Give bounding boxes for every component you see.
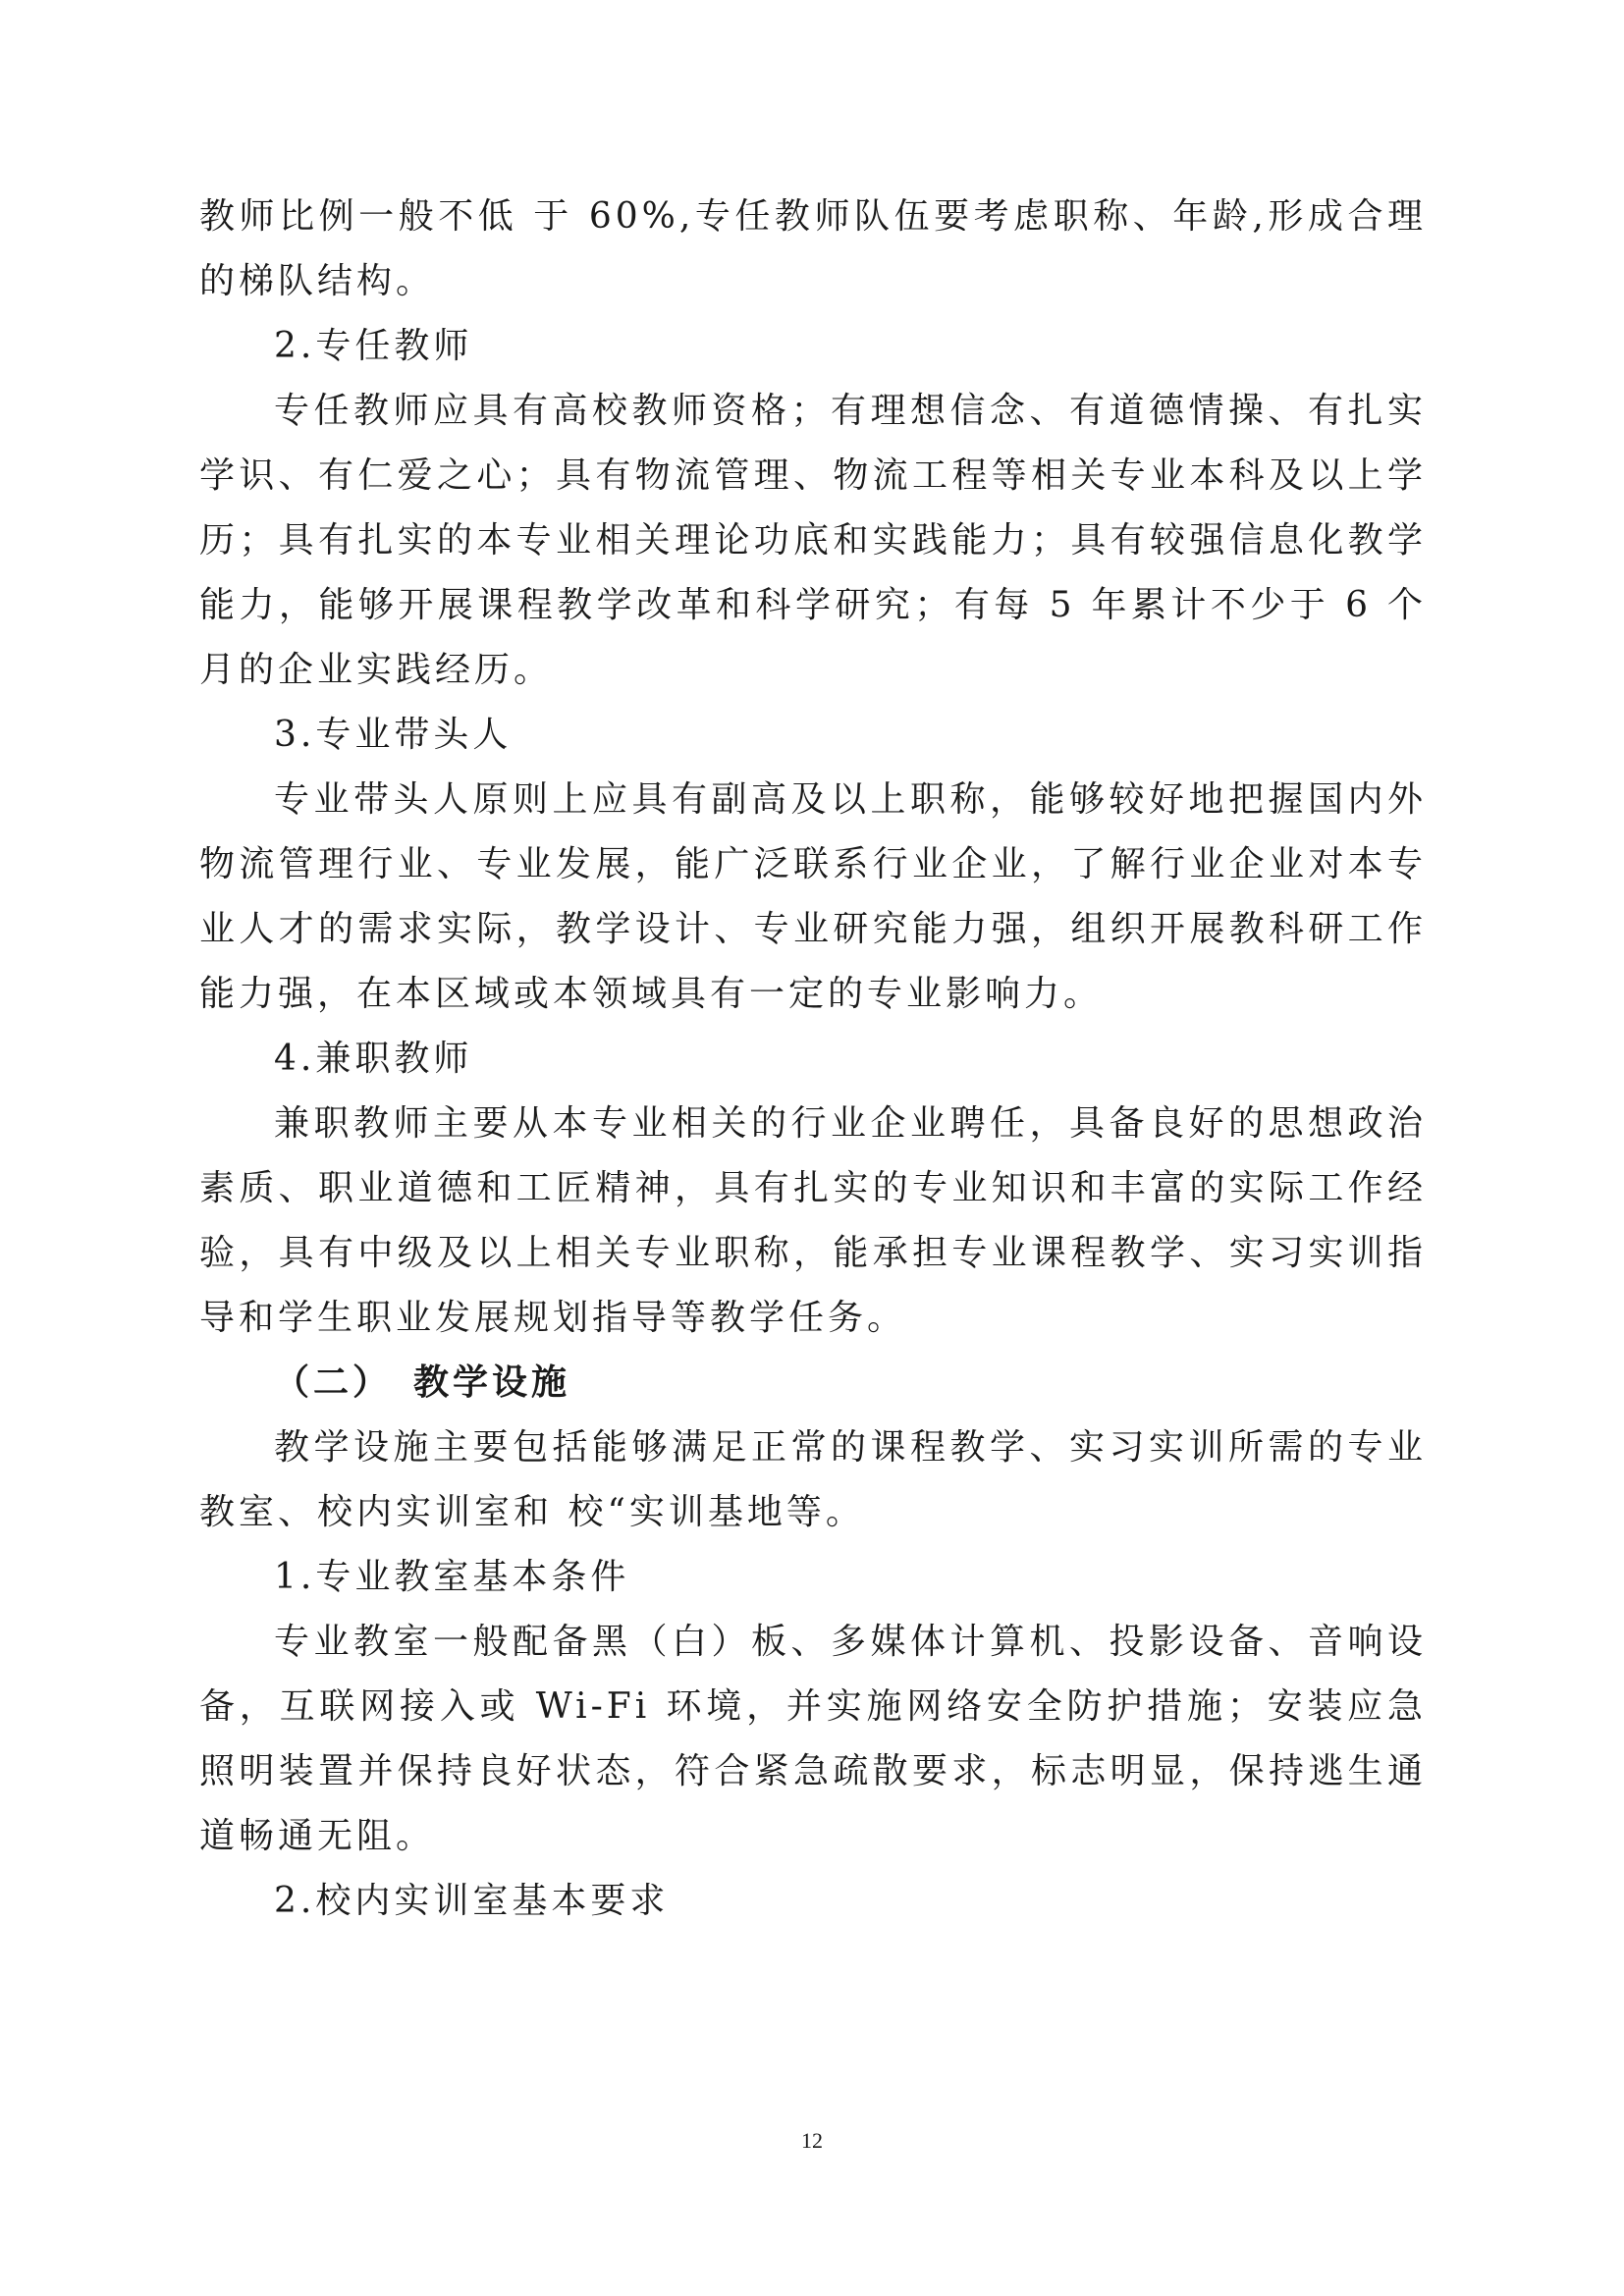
heading-part-time-teachers: 4.兼职教师 — [274, 1039, 473, 1079]
heading-training-room-requirements: 2.校内实训室基本要求 — [274, 1881, 670, 1921]
paragraph-teacher-ratio: 教师比例一般不低 于 60%,专任教师队伍要考虑职称、年龄,形成合理的梯队结构。 — [199, 196, 1427, 301]
paragraph-part-time-teachers: 兼职教师主要从本专业相关的行业企业聘任，具备良好的思想政治素质、职业道德和工匠精神，具有扎实的专业知识和丰富的实际工作经验，具有中级及以上相关专业职称，能承担专业课程教学、实习实训指导和学生职业发展规划指导等教学任务。 — [199, 1103, 1427, 1338]
page-body — [199, 185, 1427, 1934]
paragraph-teaching-facilities: 教学设施主要包括能够满足正常的课程教学、实习实训所需的专业教室、校内实训室和 校“实训基地等。 — [199, 1427, 1427, 1532]
page-number: 12 — [801, 2128, 823, 2153]
heading-classroom-conditions: 1.专业教室基本条件 — [274, 1557, 630, 1597]
section-heading-teaching-facilities: （二） 教学设施 — [274, 1362, 571, 1403]
paragraph-full-time-teachers: 专任教师应具有高校教师资格；有理想信念、有道德情操、有扎实学识、有仁爱之心；具有物流管理、物流工程等相关专业本科及以上学历；具有扎实的本专业相关理论功底和实践能力；具有较强信息化教学能力，能够开展课程教学改革和科学研究；有每 5 年累计不少于 6 个月的企业实践经历。 — [199, 391, 1427, 690]
heading-program-leader: 3.专业带头人 — [274, 715, 513, 755]
heading-full-time-teachers: 2.专任教师 — [274, 326, 473, 366]
paragraph-program-leader: 专业带头人原则上应具有副高及以上职称，能够较好地把握国内外物流管理行业、专业发展，能广泛联系行业企业，了解行业企业对本专业人才的需求实际，教学设计、专业研究能力强，组织开展教科研工作能力强，在本区域或本领域具有一定的专业影响力。 — [199, 779, 1427, 1014]
paragraph-classroom-conditions: 专业教室一般配备黑（白）板、多媒体计算机、投影设备、音响设备，互联网接入或 Wi-Fi 环境，并实施网络安全防护措施；安装应急照明装置并保持良好状态，符合紧急疏散要求，标志明显，保持逃生通道畅通无阻。 — [199, 1622, 1427, 1856]
